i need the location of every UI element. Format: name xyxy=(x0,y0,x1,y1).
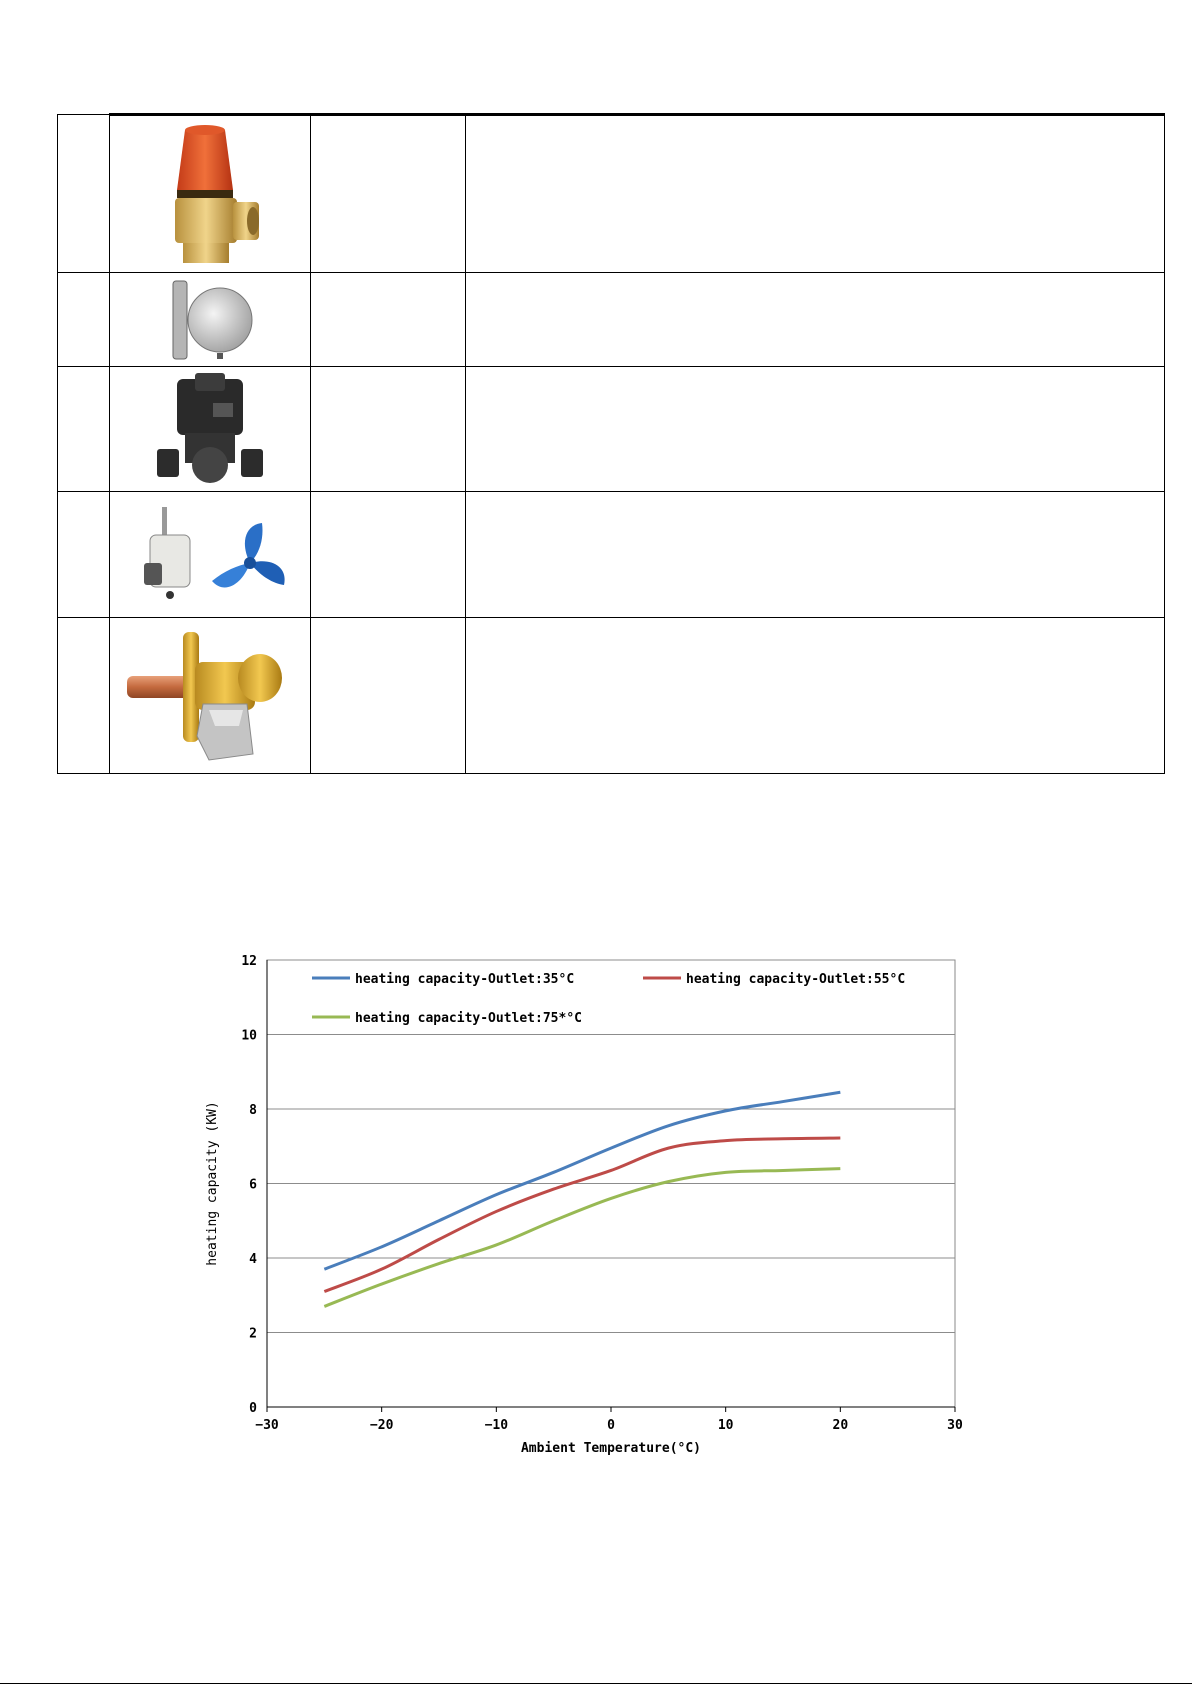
name-cell xyxy=(311,367,466,492)
x-tick-label: −30 xyxy=(255,1418,279,1433)
y-tick-label: 8 xyxy=(249,1103,257,1118)
x-tick-label: −10 xyxy=(484,1418,509,1433)
description-cell xyxy=(466,115,1165,273)
image-cell xyxy=(110,115,311,273)
y-tick-label: 10 xyxy=(241,1028,257,1044)
chart-axes xyxy=(241,954,963,1433)
circulation-pump-icon xyxy=(155,373,265,485)
y-tick-label: 2 xyxy=(249,1326,257,1342)
x-tick-label: 30 xyxy=(947,1418,963,1433)
parts-table xyxy=(57,113,1165,774)
table-row xyxy=(58,492,1165,618)
table-row xyxy=(58,618,1165,774)
image-cell xyxy=(110,492,311,618)
name-cell xyxy=(311,618,466,774)
name-cell xyxy=(311,115,466,273)
x-tick-label: 0 xyxy=(607,1418,615,1433)
x-axis-label: Ambient Temperature(°C) xyxy=(520,1441,702,1456)
y-axis-label: heating capacity (KW) xyxy=(205,1101,220,1266)
chart-series xyxy=(324,1092,840,1306)
chart-grid xyxy=(267,960,955,1407)
row-index-cell xyxy=(58,492,110,618)
name-cell xyxy=(311,492,466,618)
fan-motor-icon xyxy=(130,505,290,605)
image-cell xyxy=(110,273,311,367)
x-tick-label: 10 xyxy=(717,1418,734,1433)
chart-legend xyxy=(312,972,905,1026)
description-cell xyxy=(466,367,1165,492)
description-cell xyxy=(466,492,1165,618)
table-row xyxy=(58,273,1165,367)
name-cell xyxy=(311,273,466,367)
row-index-cell xyxy=(58,115,110,273)
service-valve-icon xyxy=(125,626,295,766)
y-tick-label: 6 xyxy=(249,1177,257,1193)
row-index-cell xyxy=(58,273,110,367)
y-tick-label: 12 xyxy=(241,954,257,969)
legend-entry: heating capacity-Outlet:55°C xyxy=(686,972,906,987)
row-index-cell xyxy=(58,367,110,492)
row-index-cell xyxy=(58,618,110,774)
y-tick-label: 0 xyxy=(249,1401,257,1416)
x-tick-label: −20 xyxy=(369,1418,394,1433)
legend-entry: heating capacity-Outlet:75*°C xyxy=(355,1011,582,1026)
image-cell xyxy=(110,618,311,774)
legend-entry: heating capacity-Outlet:35°C xyxy=(355,972,575,987)
table-row xyxy=(58,115,1165,273)
description-cell xyxy=(466,273,1165,367)
description-cell xyxy=(466,618,1165,774)
safety-valve-icon xyxy=(155,122,265,267)
image-cell xyxy=(110,367,311,492)
x-tick-label: 20 xyxy=(832,1418,849,1433)
heating-capacity-chart xyxy=(195,940,975,1470)
bottom-rule xyxy=(0,1683,1192,1684)
y-tick-label: 4 xyxy=(249,1252,257,1267)
expansion-tank-icon xyxy=(165,277,255,363)
table-row xyxy=(58,367,1165,492)
